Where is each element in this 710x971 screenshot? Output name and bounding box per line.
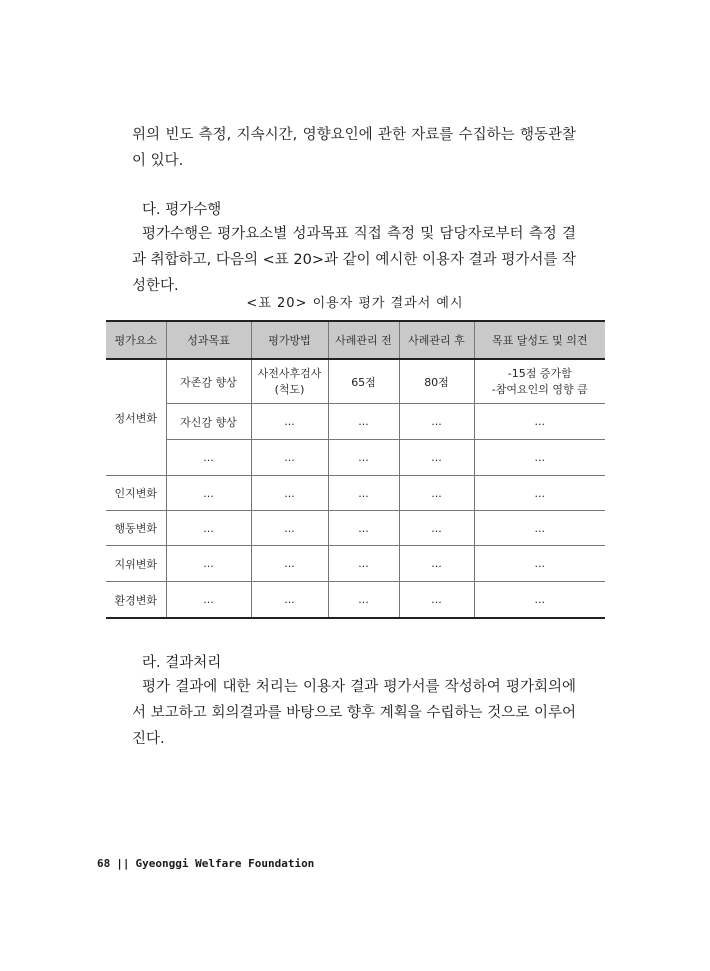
column-header: 사례관리 전 <box>328 321 399 359</box>
page-footer <box>97 857 314 870</box>
table-cell: ... <box>328 546 399 582</box>
column-header: 목표 달성도 및 의견 <box>474 321 605 359</box>
table-cell: ... <box>399 582 474 619</box>
table-cell: ... <box>474 582 605 619</box>
table-row <box>106 546 605 582</box>
cell-line: -15점 증가함 <box>507 366 572 380</box>
body-paragraph: 위의 빈도 측정, 지속시간, 영향요인에 관한 자료를 수집하는 행동관찰이 있다. <box>132 127 576 169</box>
table-row <box>106 440 605 476</box>
table-cell: ... <box>399 476 474 511</box>
table-cell: ... <box>399 404 474 440</box>
category-cell: 지위변화 <box>106 546 166 582</box>
table-caption: <표 20> 이용자 평가 결과서 예시 <box>246 296 464 311</box>
table-row <box>106 582 605 619</box>
section-heading: 다. 평가수행 <box>142 202 222 218</box>
cell-line: (척도) <box>274 382 305 396</box>
table-cell: ... <box>166 546 251 582</box>
footer-separator: || <box>116 857 130 870</box>
table-row <box>106 476 605 511</box>
category-cell: 행동변화 <box>106 511 166 546</box>
table-cell: ... <box>474 404 605 440</box>
category-cell: 환경변화 <box>106 582 166 619</box>
table-cell: ... <box>251 404 328 440</box>
table-cell: ... <box>251 582 328 619</box>
table-cell: ... <box>251 476 328 511</box>
section-heading: 라. 결과처리 <box>142 655 222 671</box>
table-row <box>106 511 605 546</box>
page-number: 68 <box>97 857 111 870</box>
table-cell: ... <box>166 511 251 546</box>
table-cell: ... <box>474 511 605 546</box>
body-paragraph: 평가 결과에 대한 처리는 이용자 결과 평가서를 작성하여 평가회의에서 보고하고 회의결과를 바탕으로 향후 계획을 수립하는 것으로 이루어진다. <box>132 679 576 747</box>
table-cell: ... <box>474 476 605 511</box>
table-cell: 자존감 향상 <box>166 359 251 404</box>
table-header-row <box>106 321 605 359</box>
table-cell: ... <box>328 582 399 619</box>
table-row <box>106 404 605 440</box>
table-cell: ... <box>166 582 251 619</box>
evaluation-table <box>106 320 605 619</box>
table-cell: ... <box>328 511 399 546</box>
table-cell: ... <box>399 440 474 476</box>
table-cell: ... <box>474 546 605 582</box>
table-cell: 자신감 향상 <box>166 404 251 440</box>
table-cell: 65점 <box>328 359 399 404</box>
cell-line: 사전사후검사 <box>257 366 322 380</box>
category-cell: 정서변화 <box>106 359 166 476</box>
column-header: 평가요소 <box>106 321 166 359</box>
table-cell: ... <box>328 404 399 440</box>
table-cell: 80점 <box>399 359 474 404</box>
table-cell: ... <box>328 476 399 511</box>
column-header: 사례관리 후 <box>399 321 474 359</box>
category-cell: 인지변화 <box>106 476 166 511</box>
table-cell: ... <box>251 546 328 582</box>
column-header: 평가방법 <box>251 321 328 359</box>
table-row <box>106 359 605 404</box>
body-paragraph: 평가수행은 평가요소별 성과목표 직접 측정 및 담당자로부터 측정 결과 취합하고, 다음의 <표 20>과 같이 예시한 이용자 결과 평가서를 작성한다. <box>132 226 576 294</box>
table-cell: ... <box>328 440 399 476</box>
table-cell: ... <box>251 440 328 476</box>
column-header: 성과목표 <box>166 321 251 359</box>
table-cell: ... <box>166 476 251 511</box>
table-cell: ... <box>474 440 605 476</box>
table-cell: ... <box>399 511 474 546</box>
footer-org-name: Gyeonggi Welfare Foundation <box>135 857 315 870</box>
table-cell <box>474 359 605 404</box>
cell-line: -참여요인의 영향 큼 <box>491 382 588 396</box>
table-cell: ... <box>251 511 328 546</box>
table-cell <box>251 359 328 404</box>
table-cell: ... <box>166 440 251 476</box>
table-cell: ... <box>399 546 474 582</box>
